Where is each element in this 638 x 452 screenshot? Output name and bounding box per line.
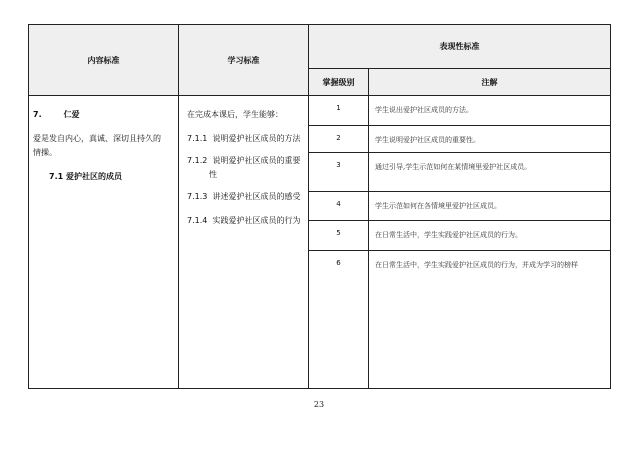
explanation-cell: 在日常生活中，学生实践爱护社区成员的行为。 (369, 221, 611, 251)
learning-intro: 在完成本课后，学生能够： (187, 110, 283, 119)
explanation-cell: 在日常生活中，学生实践爱护社区成员的行为，并成为学习的榜样 (369, 251, 611, 389)
learning-item: 7.1.2 说明爱护社区成员的重要 性 (187, 156, 301, 179)
header-performance-standard: 表现性标准 (309, 25, 611, 69)
header-mastery-level: 掌握级别 (309, 69, 369, 96)
header-explanation: 注解 (369, 69, 611, 96)
explanation-cell: 通过引导,学生示范如何在某情境里爱护社区成员。 (369, 153, 611, 192)
mastery-level-cell: 3 (309, 153, 369, 192)
explanation-cell: 学生说明爱护社区成员的重要性。 (369, 126, 611, 153)
header-content-standard: 内容标准 (29, 25, 179, 96)
explanation-cell: 学生示范如何在各情境里爱护社区成员。 (369, 192, 611, 221)
explanation-cell: 学生说出爱护社区成员的方法。 (369, 96, 611, 126)
section-description: 爱是发自内心，真诚、深切且持久的情操。 (33, 134, 161, 157)
learning-item: 7.1.4 实践爱护社区成员的行为 (187, 216, 301, 225)
mastery-level-cell: 2 (309, 126, 369, 153)
page-number: 23 (313, 400, 325, 409)
learning-item: 7.1.3 讲述爱护社区成员的感受 (187, 192, 301, 201)
mastery-level-cell: 4 (309, 192, 369, 221)
section-number: 7. (33, 110, 42, 119)
section-title (33, 108, 172, 122)
header-learning-standard: 学习标准 (179, 25, 309, 96)
content-standard-cell (29, 96, 179, 389)
learning-standard-cell (179, 96, 309, 389)
mastery-level-cell: 5 (309, 221, 369, 251)
section-name: 仁爱 (63, 110, 80, 119)
subsection-title: 7.1 爱护社区的成员 (49, 172, 122, 181)
mastery-level-cell: 1 (309, 96, 369, 126)
standards-table (28, 24, 611, 389)
mastery-level-cell: 6 (309, 251, 369, 389)
learning-item: 7.1.1 说明爱护社区成员的方法 (187, 134, 301, 143)
